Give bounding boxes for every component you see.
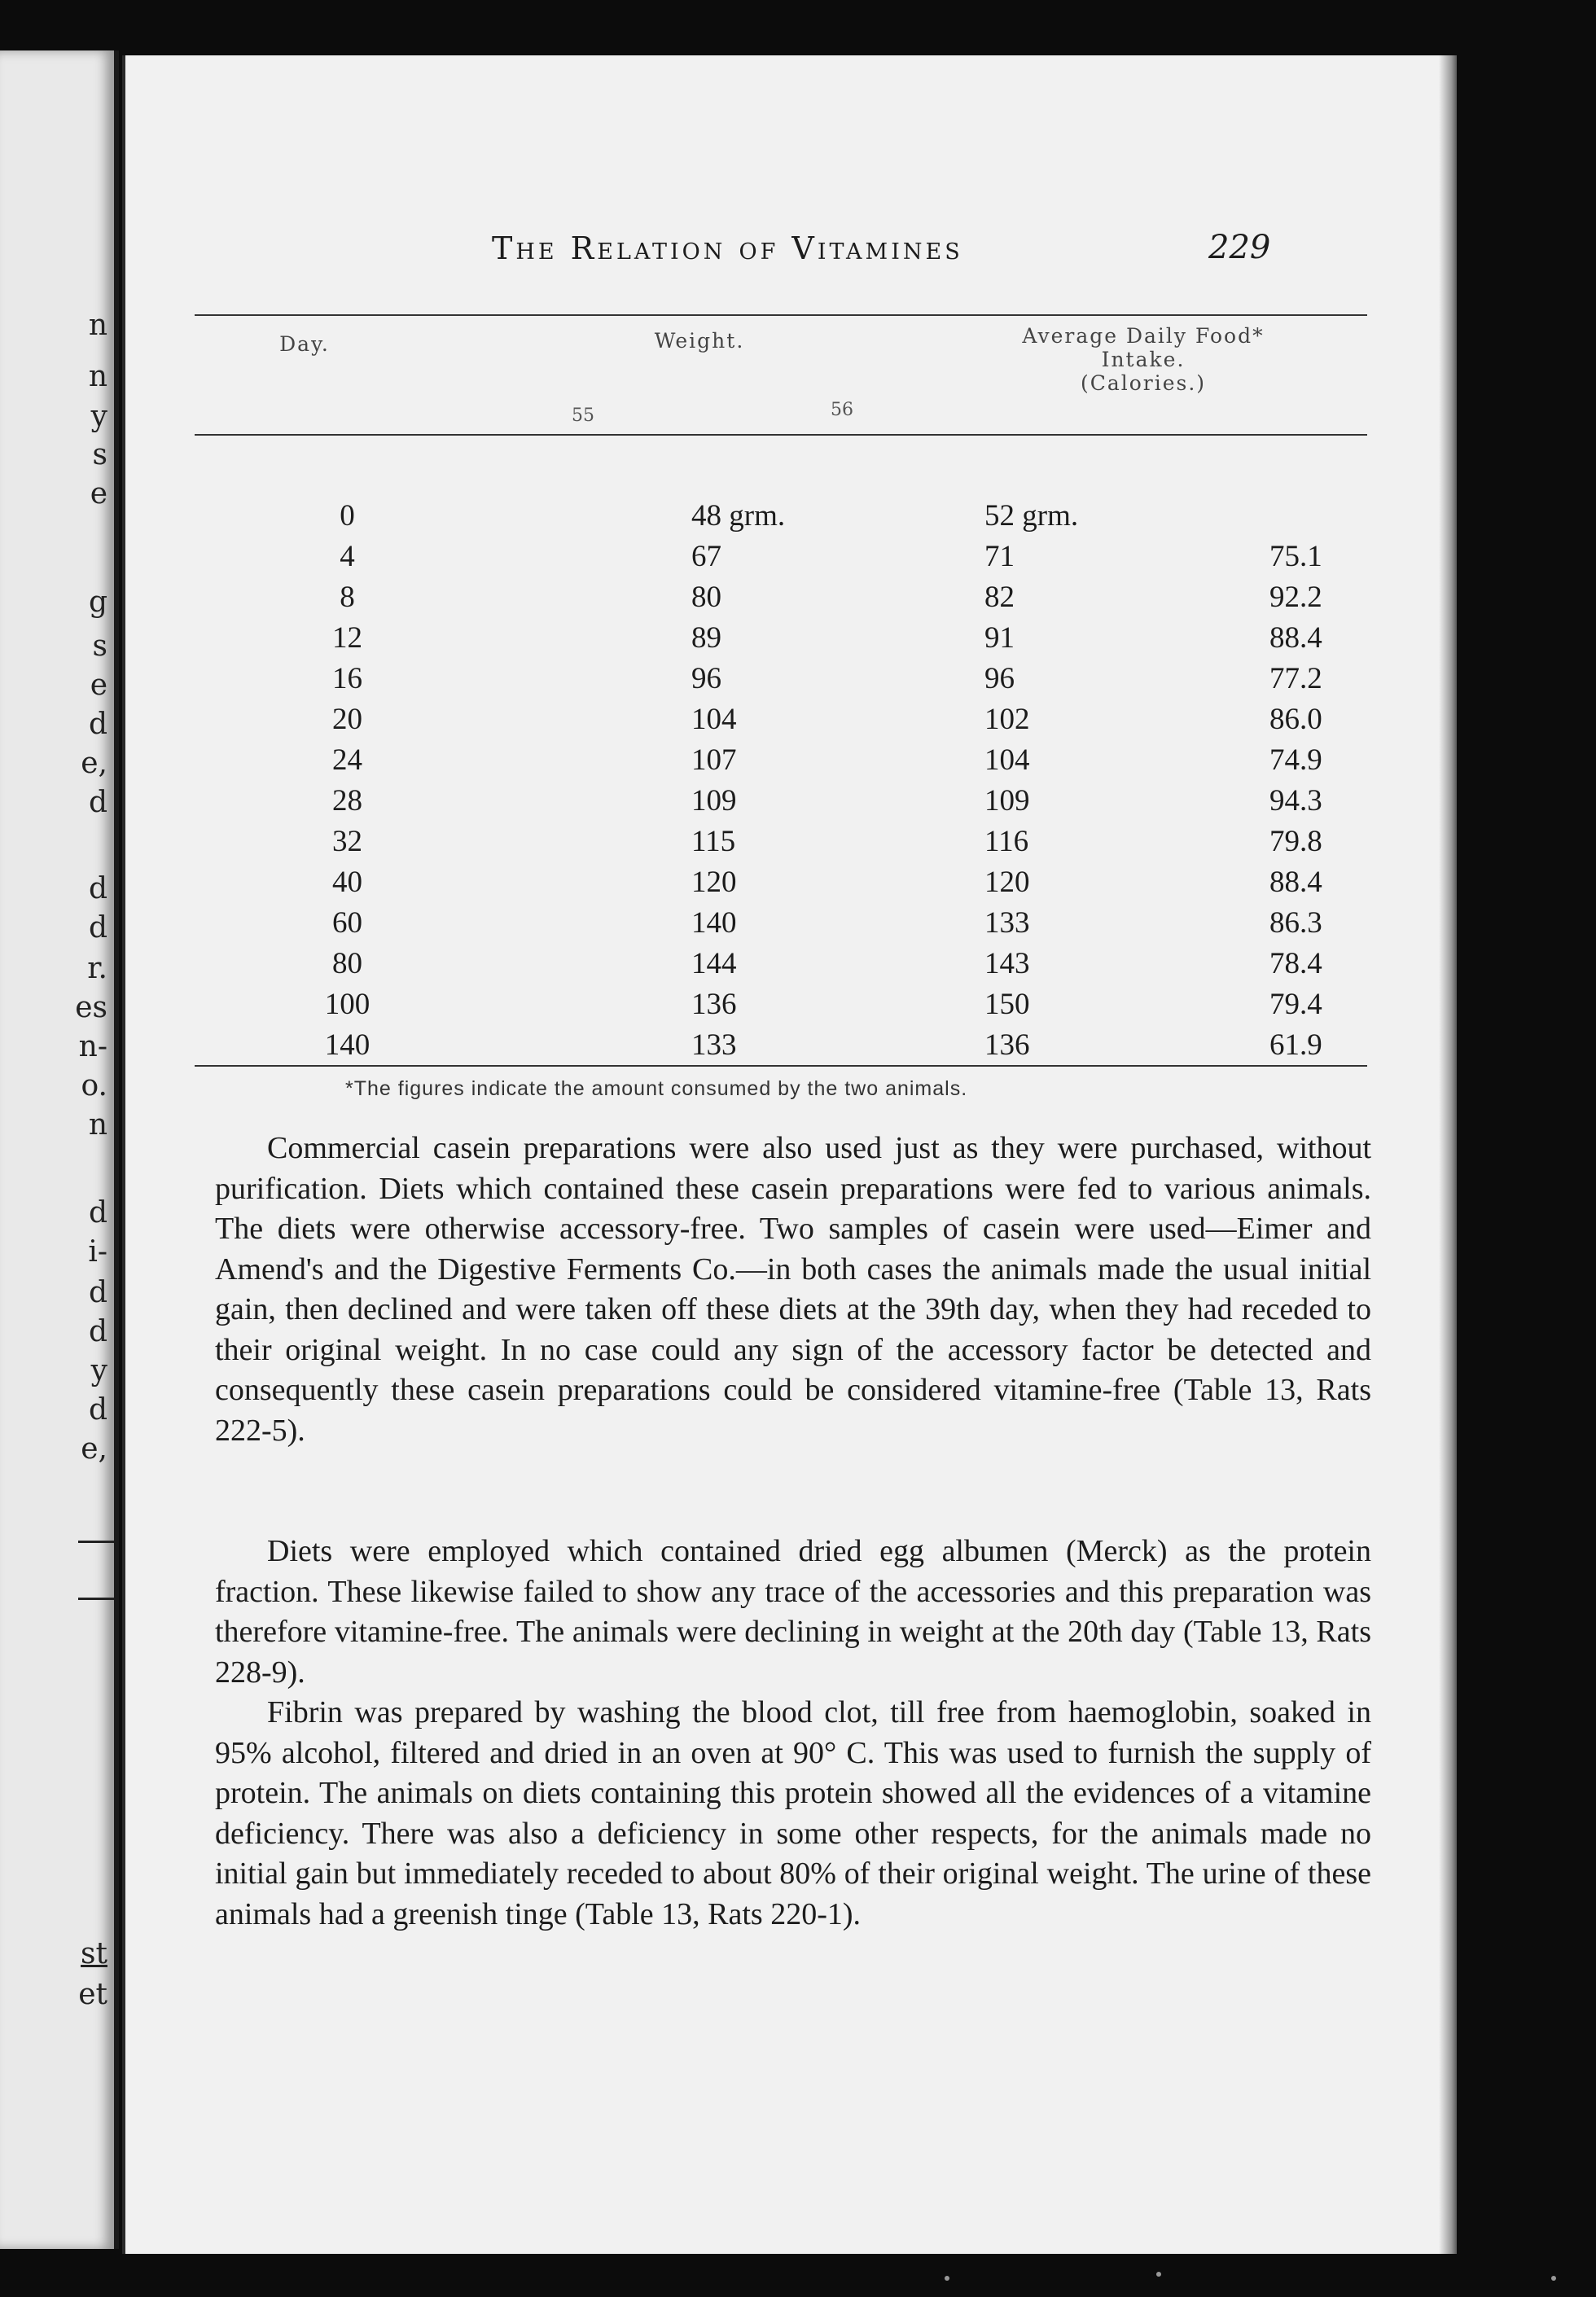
table-footnote: *The figures indicate the amount consumed by the two animals. — [345, 1077, 968, 1100]
weight-56-cell: 71 — [984, 539, 1015, 573]
day-cell: 140 — [324, 1028, 370, 1062]
table-row — [239, 984, 1367, 1024]
weight-55-cell: 104 — [691, 702, 737, 736]
day-cell: 32 — [332, 824, 362, 858]
facing-page-fragment: d — [88, 786, 107, 819]
table-row — [239, 576, 1367, 617]
column-header-intake-line1: Average Daily Food* — [1022, 324, 1265, 348]
weight-55-cell: 140 — [691, 905, 737, 940]
weight-55-cell: 107 — [691, 743, 737, 777]
facing-page-fragment: d — [88, 708, 107, 741]
weight-56-cell: 143 — [984, 946, 1030, 980]
table-row — [239, 739, 1367, 780]
facing-page-fragment: e — [90, 668, 107, 702]
table-top-rule — [195, 314, 1367, 316]
table-row — [239, 699, 1367, 739]
facing-page-fragment: y — [90, 1354, 107, 1387]
facing-page-fragment: s — [92, 629, 107, 663]
weight-55-cell: 115 — [691, 824, 736, 858]
table-row — [239, 780, 1367, 821]
facing-page-fragment: e — [90, 477, 107, 511]
facing-page-fragment: e, — [81, 1432, 107, 1466]
day-cell: 0 — [340, 498, 355, 533]
page-number: 229 — [1208, 229, 1271, 266]
weight-55-cell: 89 — [691, 620, 721, 655]
facing-page-fragment: s — [92, 438, 107, 471]
facing-page-fragment: n — [88, 360, 107, 393]
day-cell: 24 — [332, 743, 362, 777]
paragraph-casein: Commercial casein preparations were also used just as they were purchased, without purification. Diets which contained these casein preparations were fed to various animals. The diets were otherwise accessory-free. Two samples of casein were used—Eimer and Amend's and the Digestive Ferments Co.—in both cases the animals made the usual initial gain, then declined and were taken off these diets at the 39th day, when they had receded to their original weight. In no case could any sign of the accessory factor be detected and consequently these casein preparations could be considered vitamine-free (Table 13, Rats 222-5). — [215, 1131, 1371, 1448]
facing-page-fragment: d — [88, 1196, 107, 1230]
facing-page-rule — [78, 1541, 114, 1543]
weight-56-cell: 96 — [984, 661, 1015, 695]
table-row — [239, 902, 1367, 943]
weight-56-cell: 133 — [984, 905, 1030, 940]
facing-page-fragment: et — [78, 1978, 107, 2011]
column-header-intake-line3: (Calories.) — [1080, 371, 1207, 395]
weight-55-cell: 133 — [691, 1028, 737, 1062]
table-header-rule — [195, 434, 1367, 436]
facing-page-fragment: d — [88, 911, 107, 945]
weight-55-cell: 120 — [691, 865, 737, 899]
scan-speck — [1156, 2272, 1161, 2277]
day-cell: 40 — [332, 865, 362, 899]
weight-55-cell: 109 — [691, 783, 737, 818]
weight-56-cell: 91 — [984, 620, 1015, 655]
day-cell: 80 — [332, 946, 362, 980]
facing-page-edge — [0, 50, 119, 2249]
table-row — [239, 536, 1367, 576]
column-header-weight: Weight. — [654, 329, 745, 353]
table-body — [239, 495, 1367, 1065]
facing-page-fragment: d — [88, 1315, 107, 1348]
column-header-day: Day. — [279, 332, 330, 356]
facing-page-fragment: n- — [78, 1030, 107, 1063]
day-cell: 12 — [332, 620, 362, 655]
table-row — [239, 658, 1367, 699]
weight-56-cell: 104 — [984, 743, 1030, 777]
facing-page-fragment: n — [88, 1108, 107, 1142]
intake-cell: 88.4 — [1269, 620, 1322, 655]
table-bottom-rule — [195, 1065, 1367, 1067]
weight-55-cell: 144 — [691, 946, 737, 980]
weight-56-cell: 52 grm. — [984, 498, 1079, 533]
intake-cell: 86.0 — [1269, 702, 1322, 736]
intake-cell: 79.4 — [1269, 987, 1322, 1021]
scan-speck — [945, 2276, 949, 2281]
intake-cell: 77.2 — [1269, 661, 1322, 695]
weight-56-cell: 82 — [984, 580, 1015, 614]
intake-cell — [1212, 495, 1367, 536]
weight-55-cell: 96 — [691, 661, 721, 695]
weight-55-cell: 80 — [691, 580, 721, 614]
day-cell: 4 — [340, 539, 355, 573]
facing-page-fragment: es — [75, 991, 107, 1024]
facing-page-fragment: st — [81, 1937, 107, 1970]
intake-cell: 78.4 — [1269, 946, 1322, 980]
weight-55-cell: 136 — [691, 987, 737, 1021]
day-cell: 8 — [340, 580, 355, 614]
facing-page-rule — [78, 1598, 114, 1600]
weight-56-cell: 150 — [984, 987, 1030, 1021]
facing-page-fragment: g — [88, 585, 107, 619]
scan-speck — [1551, 2276, 1556, 2281]
facing-page-fragment: d — [88, 1276, 107, 1309]
table-row — [239, 861, 1367, 902]
facing-page-fragment: d — [88, 1393, 107, 1427]
weight-55-cell: 67 — [691, 539, 721, 573]
facing-page-fragment: e, — [81, 747, 107, 780]
paragraph-fibrin: Fibrin was prepared by washing the blood clot, till free from haemoglobin, soaked in 95% alcohol, filtered and dried in an oven at 90° C. This was used to furnish the supply of protein. The animals on diets containing this protein showed all the evidences of a vitamine deficiency. There was also a deficiency in some other respects, for the animals made no initial gain but immediately receded to about 80% of their original weight. The urine of these animals had a greenish tinge (Table 13, Rats 220-1). — [215, 1695, 1371, 1931]
weight-56-cell: 120 — [984, 865, 1030, 899]
table-row — [239, 943, 1367, 984]
day-cell: 20 — [332, 702, 362, 736]
day-cell: 28 — [332, 783, 362, 818]
column-header-rat-56: 56 — [831, 400, 853, 420]
weight-56-cell: 116 — [984, 824, 1029, 858]
data-table — [239, 495, 1367, 1065]
day-cell: 60 — [332, 905, 362, 940]
weight-56-cell: 109 — [984, 783, 1030, 818]
book-page — [122, 55, 1457, 2254]
intake-cell: 61.9 — [1269, 1028, 1322, 1062]
facing-page-fragment: i- — [88, 1235, 107, 1269]
facing-page-fragment: y — [90, 400, 107, 433]
intake-cell: 75.1 — [1269, 539, 1322, 573]
intake-cell: 79.8 — [1269, 824, 1322, 858]
intake-cell: 86.3 — [1269, 905, 1322, 940]
intake-cell: 92.2 — [1269, 580, 1322, 614]
weight-56-cell: 102 — [984, 702, 1030, 736]
intake-cell: 94.3 — [1269, 783, 1322, 818]
table-row — [239, 617, 1367, 658]
column-header-intake-line2: Intake. — [1101, 348, 1186, 371]
column-header-intake — [940, 324, 1347, 395]
day-cell: 100 — [324, 987, 370, 1021]
intake-cell: 74.9 — [1269, 743, 1322, 777]
column-header-rat-55: 55 — [572, 405, 594, 426]
facing-page-fragment: n — [88, 309, 107, 342]
facing-page-fragment: o. — [81, 1069, 107, 1102]
running-head: The Relation of Vitamines — [492, 230, 963, 266]
paragraph-egg-albumen: Diets were employed which contained dried egg albumen (Merck) as the protein fraction. These likewise failed to show any trace of the accessories and this preparation was therefore vitamine-free. The animals were declining in weight at the 20th day (Table 13, Rats 228-9). — [215, 1534, 1371, 1690]
weight-55-cell: 48 grm. — [691, 498, 786, 533]
table-row — [239, 495, 1367, 536]
table-row — [239, 1024, 1367, 1065]
facing-page-fragment: r. — [87, 952, 107, 985]
table-row — [239, 821, 1367, 861]
weight-56-cell: 136 — [984, 1028, 1030, 1062]
day-cell: 16 — [332, 661, 362, 695]
facing-page-fragment: d — [88, 872, 107, 905]
intake-cell: 88.4 — [1269, 865, 1322, 899]
